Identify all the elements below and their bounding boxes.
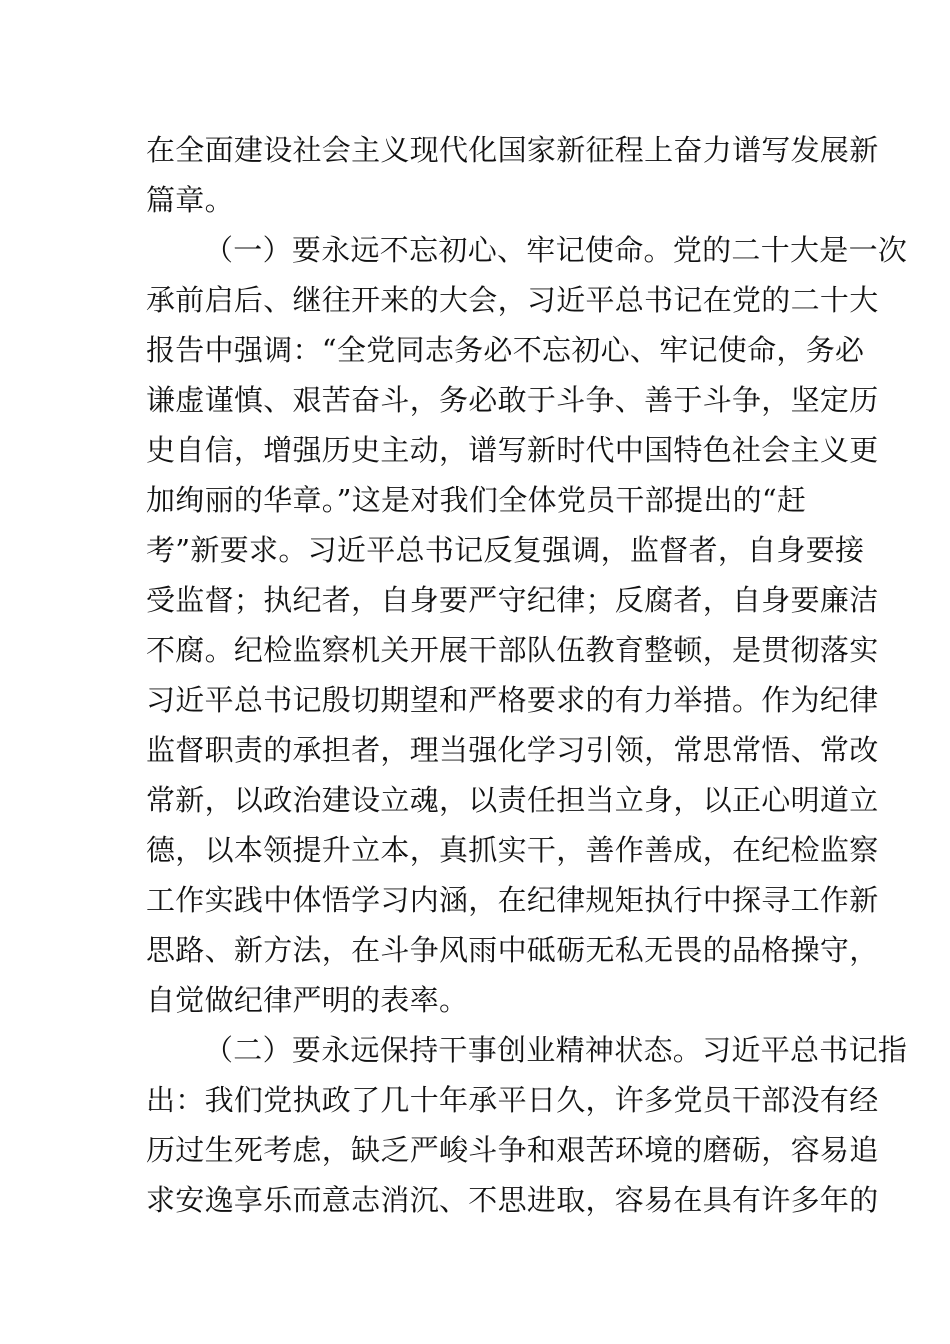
text-line: 受监督；执纪者，自身要严守纪律；反腐者，自身要廉洁 — [146, 583, 879, 617]
text-line: 史自信，增强历史主动，谱写新时代中国特色社会主义更 — [146, 433, 879, 467]
text-line: 承前启后、继往开来的大会，习近平总书记在党的二十大 — [146, 283, 879, 317]
text-line: 考”新要求。习近平总书记反复强调，监督者，自身要接 — [146, 533, 865, 567]
paragraph-heading-line: （一）要永远不忘初心、牢记使命。党的二十大是一次 — [204, 233, 908, 267]
text-line: 求安逸享乐而意志消沉、不思进取，容易在具有许多年的 — [146, 1183, 879, 1217]
text-line: 不腐。纪检监察机关开展干部队伍教育整顿，是贯彻落实 — [146, 633, 879, 667]
paragraph-heading-line: （二）要永远保持干事创业精神状态。习近平总书记指 — [204, 1033, 908, 1067]
text-line: 常新，以政治建设立魂，以责任担当立身，以正心明道立 — [146, 783, 879, 817]
text-line: 思路、新方法，在斗争风雨中砥砺无私无畏的品格操守， — [146, 933, 879, 967]
text-line: 篇章。 — [146, 183, 234, 217]
text-line: 自觉做纪律严明的表率。 — [146, 983, 469, 1017]
text-line: 工作实践中体悟学习内涵，在纪律规矩执行中探寻工作新 — [146, 883, 879, 917]
text-line: 德，以本领提升立本，真抓实干，善作善成，在纪检监察 — [146, 833, 879, 867]
text-line: 加绚丽的华章。”这是对我们全体党员干部提出的“赶 — [146, 483, 807, 517]
text-line: 在全面建设社会主义现代化国家新征程上奋力谱写发展新 — [146, 133, 879, 167]
text-line: 历过生死考虑，缺乏严峻斗争和艰苦环境的磨砺，容易追 — [146, 1133, 879, 1167]
text-line: 报告中强调：“全党同志务必不忘初心、牢记使命，务必 — [146, 333, 865, 367]
text-line: 谦虚谨慎、艰苦奋斗，务必敢于斗争、善于斗争，坚定历 — [146, 383, 879, 417]
text-line: 监督职责的承担者，理当强化学习引领，常思常悟、常改 — [146, 733, 879, 767]
text-line: 习近平总书记殷切期望和严格要求的有力举措。作为纪律 — [146, 683, 879, 717]
text-line: 出：我们党执政了几十年承平日久，许多党员干部没有经 — [146, 1083, 879, 1117]
